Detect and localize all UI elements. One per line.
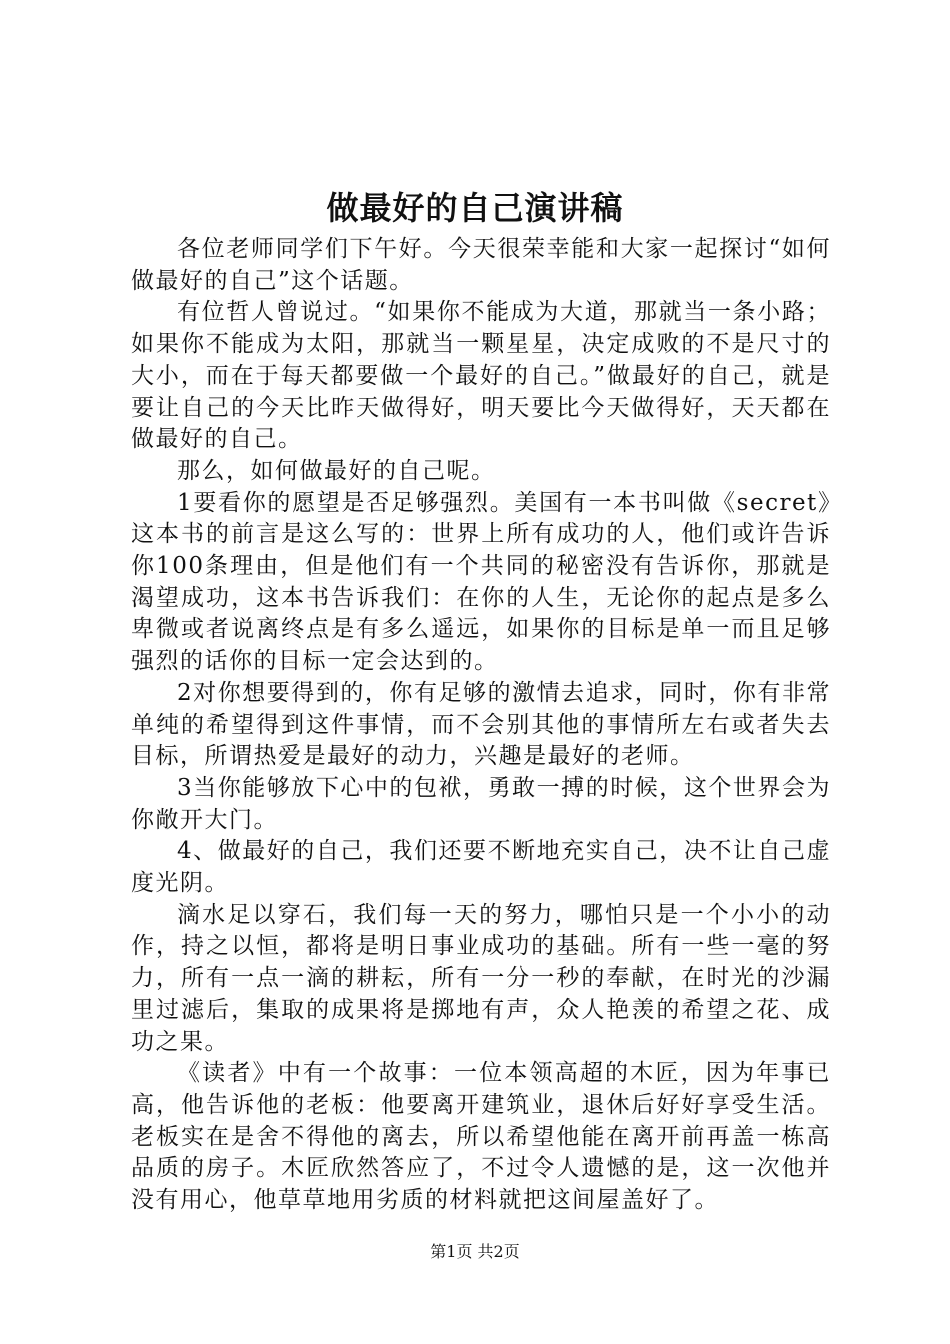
document-title: 做最好的自己演讲稿	[326, 189, 624, 227]
paragraph: 滴水足以穿石，我们每一天的努力，哪怕只是一个小小的动作，持之以恒，都将是明日事业成功的基础。所有一些一毫的努力，所有一点一滴的耕耘，所有一分一秒的奉献，在时光的沙漏里过滤后，集取的成果将是掷地有声，众人艳羡的希望之花、成功之果。	[131, 901, 831, 1055]
paragraph: 4、做最好的自己，我们还要不断地充实自己，决不让自己虚度光阴。	[131, 838, 831, 897]
paragraph: 2对你想要得到的，你有足够的激情去追求，同时，你有非常单纯的希望得到这件事情，而不会别其他的事情所左右或者失去目标，所谓热爱是最好的动力，兴趣是最好的老师。	[131, 679, 831, 770]
paragraph: 有位哲人曾说过。“如果你不能成为大道，那就当一条小路；如果你不能成为太阳，那就当一颗星星，决定成败的不是尺寸的大小，而在于每天都要做一个最好的自己。”做最好的自己，就是要让自己的今天比昨天做得好，明天要比今天做得好，天天都在做最好的自己。	[131, 299, 831, 453]
paragraph: 3当你能够放下心中的包袱，勇敢一搏的时候，这个世界会为你敞开大门。	[131, 774, 831, 833]
paragraph: 那么，如何做最好的自己呢。	[177, 457, 496, 484]
paragraph: 1要看你的愿望是否足够强烈。美国有一本书叫做《secret》这本书的前言是这么写的：世界上所有成功的人，他们或许告诉你100条理由，但是他们有一个共同的秘密没有告诉你，那就是渴望成功，这本书告诉我们：在你的人生，无论你的起点是多么卑微或者说离终点是有多么遥远，如果你的目标是单一而且足够强烈的话你的目标一定会达到的。	[131, 489, 831, 675]
paragraph: 各位老师同学们下午好。今天很荣幸能和大家一起探讨“如何做最好的自己”这个话题。	[131, 236, 831, 294]
page-footer: 第1页 共2页	[430, 1242, 520, 1261]
document-body	[131, 234, 831, 1217]
paragraph: 《读者》中有一个故事：一位本领高超的木匠，因为年事已高，他告诉他的老板：他要离开建筑业，退休后好好享受生活。老板实在是舍不得他的离去，所以希望他能在离开前再盖一栋高品质的房子。木匠欣然答应了，不过令人遗憾的是，这一次他并没有用心，他草草地用劣质的材料就把这间屋盖好了。	[131, 1060, 831, 1214]
